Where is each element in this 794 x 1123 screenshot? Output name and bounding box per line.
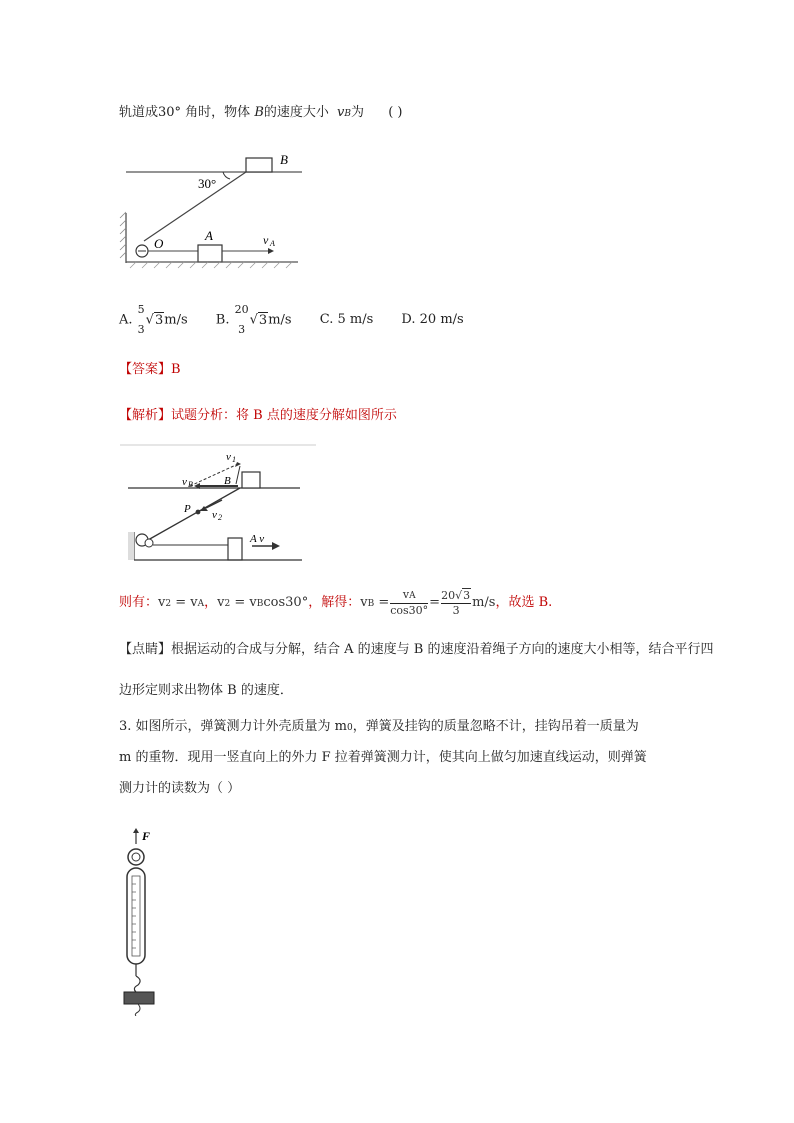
q2-stem: 轨道成30° 角时，物体 B的速度大小 vB为 ( ) [119,105,403,120]
svg-text:v: v [226,451,231,463]
label-o: O [154,236,164,251]
option-c[interactable]: C. 5 m/s [319,312,374,327]
figure-spring-balance [118,826,168,1016]
option-d[interactable]: D. 20 m/s [401,312,464,327]
figure-incline-rope [118,148,308,270]
option-a[interactable]: A. 5 3 √3m/s [119,303,188,336]
figure-velocity-decomposition [120,442,316,564]
answer-line [119,362,181,378]
label-va-sub: A [270,239,275,248]
svg-text:P: P [184,503,191,515]
label-angle: 30° [198,176,217,191]
answer-label: 【答案】 [119,362,172,377]
analysis-label: 【解析】 [119,408,172,423]
weight [124,992,154,1004]
svg-text:B: B [188,480,193,489]
svg-text:B: B [224,475,231,487]
q3-line-1: 3. 如图所示，弹簧测力计外壳质量为 m0，弹簧及挂钩的质量忽略不计，挂钩吊着一质量为 [119,719,639,734]
block-b2 [242,472,260,488]
label-b: B [280,152,288,167]
block-b [246,158,272,172]
svg-text:v: v [212,509,217,521]
label-f: F [142,829,151,843]
comment-line-2: 边形定则求出物体 B 的速度． [119,683,293,698]
q3-line-2: m 的重物．现用一竖直向上的外力 F 拉着弹簧测力计，使其向上做匀加速直线运动，则弹簧 [119,750,647,765]
label-a: A [205,228,213,243]
svg-text:1: 1 [232,455,236,464]
q3-line-3: 测力计的读数为（ ） [119,781,241,796]
label-va: v [263,233,269,247]
equation-line: 则有： v2 = vA ， v2 = vBcos30° ，解得： vB = $\frac{vA}{\cos 30^\circ}$ = $\frac{20√3}{3}$ m/s ，故选 B. [119,588,553,617]
block-a [198,245,222,262]
option-b[interactable]: B. 20 3 √3m/s [215,303,292,336]
q2-options [119,304,488,340]
svg-text:v: v [182,476,187,488]
answer-value: B [171,362,181,377]
analysis-line: 【解析】试题分析：将 B 点的速度分解如图所示 [119,408,397,423]
svg-text:2: 2 [218,513,222,522]
block-a2 [228,538,242,560]
comment-line-1: 【点睛】根据运动的合成与分解，结合 A 的速度与 B 的速度沿着绳子方向的速度大小相等，结合平行四 [119,642,714,657]
svg-text:A v: A v [250,533,265,545]
